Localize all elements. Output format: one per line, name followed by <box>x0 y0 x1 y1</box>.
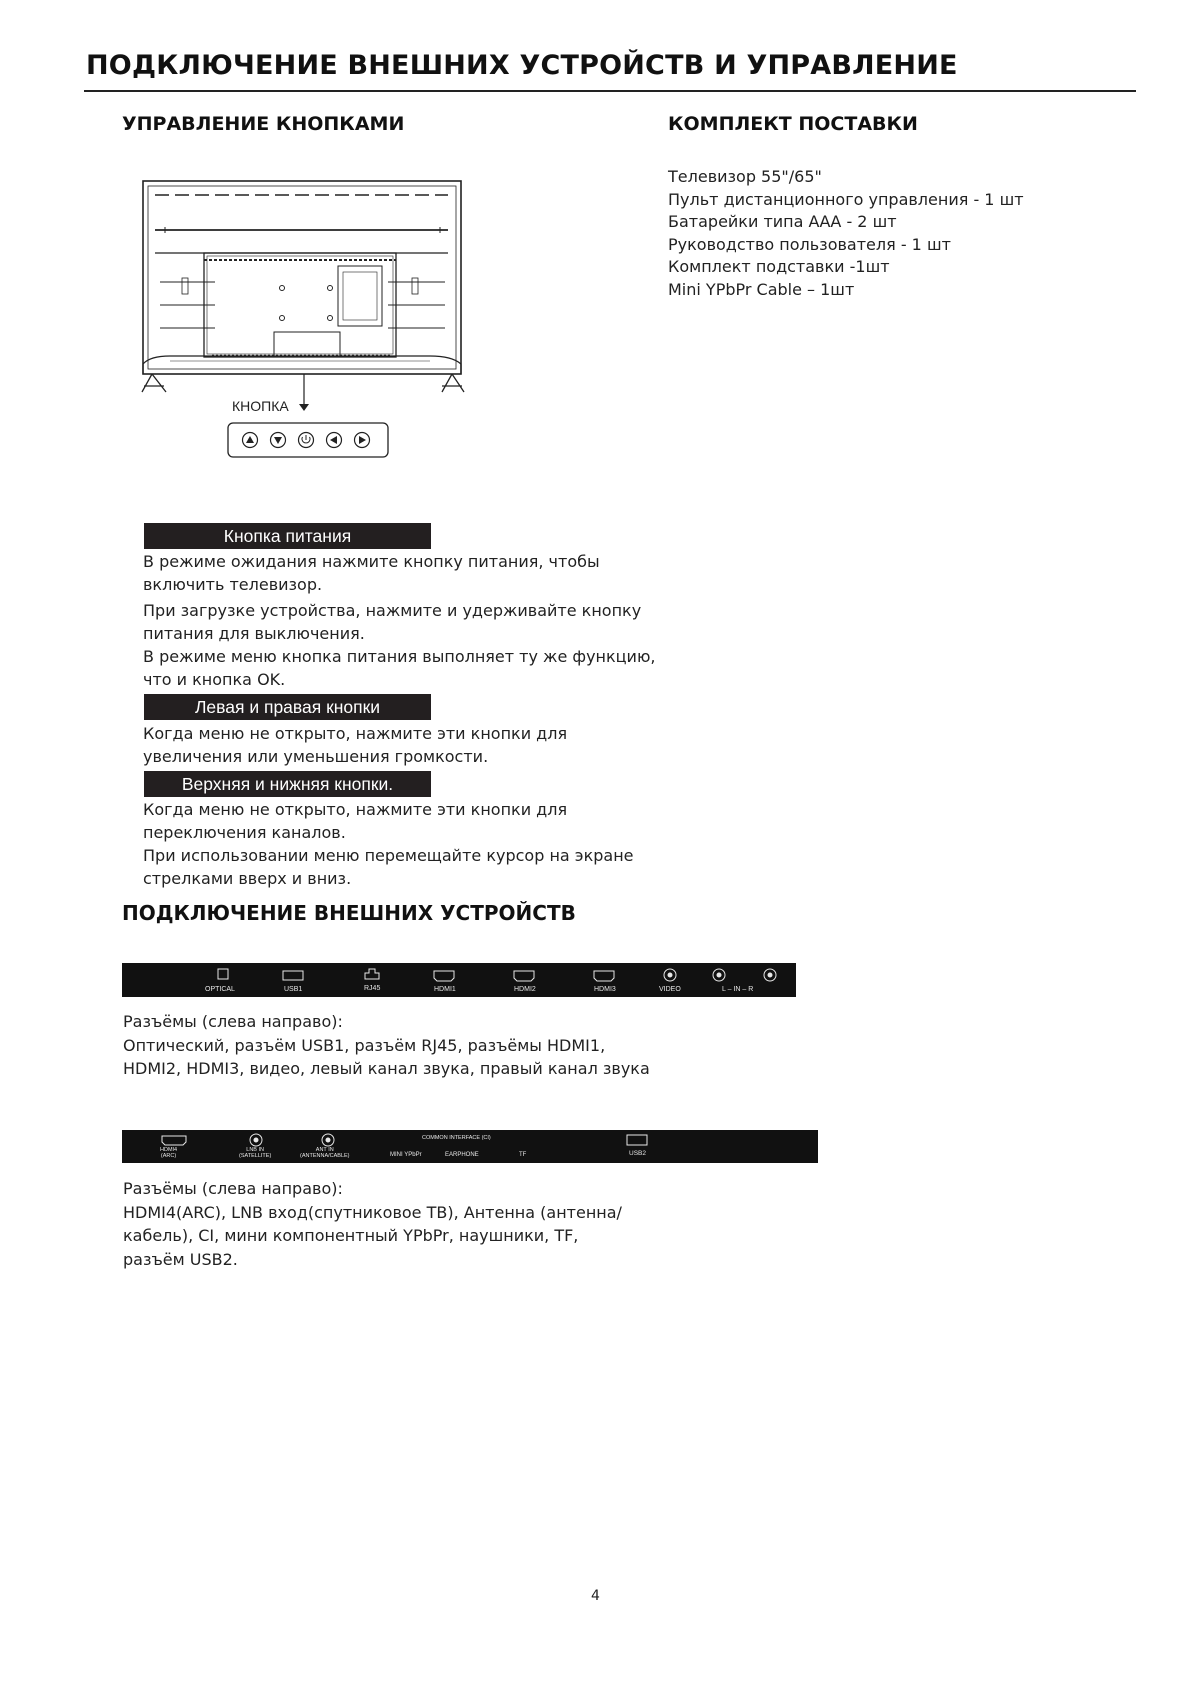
rj45-label: RJ45 <box>364 985 381 992</box>
right-arrow-icon <box>355 433 370 448</box>
text-line: Разъёмы (слева направо): <box>123 1179 343 1198</box>
text-line: Оптический, разъём USB1, разъём RJ45, разъёмы HDMI1, <box>123 1035 606 1055</box>
hdmi1-label: HDMI1 <box>434 986 456 993</box>
button-label: КНОПКА <box>232 398 289 414</box>
up-down-text <box>143 798 634 890</box>
down-arrow-icon <box>271 433 286 448</box>
panel2-text <box>123 1177 622 1271</box>
buttons-heading: УПРАВЛЕНИЕ КНОПКАМИ <box>122 113 405 135</box>
hdmi2-port-icon <box>514 971 534 981</box>
hdmi4-label: HDMI4 (ARC) <box>160 1147 178 1159</box>
hdmi1-port-icon <box>434 971 454 981</box>
kit-item: Пульт дистанционного управления - 1 шт <box>668 189 1024 209</box>
text-line: Когда меню не открыто, нажмите эти кнопки для <box>143 800 568 819</box>
text-line: HDMI2, HDMI3, видео, левый канал звука, правый канал звука <box>123 1059 650 1078</box>
rj45-port-icon <box>365 969 379 979</box>
connections-heading: ПОДКЛЮЧЕНИЕ ВНЕШНИХ УСТРОЙСТВ <box>122 901 576 925</box>
left-right-text <box>143 722 567 768</box>
text-line: В режиме ожидания нажмите кнопку питания, чтобы <box>143 552 600 571</box>
hdmi4-port-icon <box>162 1136 186 1145</box>
text-line: питания для выключения. <box>143 624 365 643</box>
tf-label: TF <box>519 1152 527 1158</box>
text-line: что и кнопка OK. <box>143 670 286 689</box>
text-line: стрелками вверх и вниз. <box>143 869 352 888</box>
kit-item: Комплект подставки -1шт <box>668 257 890 276</box>
power-title-bar: Кнопка питания <box>144 523 431 549</box>
text-line: HDMI4(ARC), LNB вход(спутниковое ТВ), Антенна (антенна/ <box>123 1202 622 1222</box>
kit-item: Руководство пользователя - 1 шт <box>668 234 951 254</box>
usb2-label: USB2 <box>629 1150 646 1157</box>
audio-label: L – IN – R <box>722 986 754 993</box>
optical-label: OPTICAL <box>205 986 235 993</box>
panel1-text <box>123 1010 650 1081</box>
text-line: разъём USB2. <box>123 1249 238 1269</box>
kit-item: Mini YPbPr Cable – 1шт <box>668 279 855 299</box>
text-line: Разъёмы (слева направо): <box>123 1012 343 1031</box>
text-line: Когда меню не открыто, нажмите эти кнопки для <box>143 724 568 743</box>
page-number: 4 <box>591 1588 600 1604</box>
title-rule <box>84 90 1136 92</box>
left-arrow-icon <box>327 433 342 448</box>
mini-ypbpr-label: MINI YPbPr <box>390 1152 422 1158</box>
kit-item: Телевизор 55"/65" <box>668 167 822 186</box>
up-down-title-bar: Верхняя и нижняя кнопки. <box>144 771 431 797</box>
left-right-title-bar: Левая и правая кнопки <box>144 694 431 720</box>
tv-back-diagram <box>130 178 470 468</box>
arrow-down-icon <box>299 404 309 411</box>
power-ok-icon <box>299 433 314 448</box>
up-arrow-icon <box>243 433 258 448</box>
kit-item: Батарейки типа ААА - 2 шт <box>668 212 897 231</box>
text-line: При загрузке устройства, нажмите и удерживайте кнопку <box>143 601 642 620</box>
ci-label: COMMON INTERFACE (CI) <box>422 1135 491 1141</box>
usb1-label: USB1 <box>284 986 303 993</box>
rear-panel-1 <box>122 963 796 997</box>
text-line: При использовании меню перемещайте курсор на экране <box>143 846 634 865</box>
text-line: переключения каналов. <box>143 823 346 842</box>
hdmi3-port-icon <box>594 971 614 981</box>
power-text <box>143 550 656 691</box>
lnb-label: LNB IN (SATELLITE) <box>239 1147 272 1159</box>
page-title: ПОДКЛЮЧЕНИЕ ВНЕШНИХ УСТРОЙСТВ И УПРАВЛЕНИЕ <box>86 50 958 81</box>
text-line: кабель), CI, мини компонентный YPbPr, наушники, TF, <box>123 1226 579 1245</box>
rear-panel-2 <box>122 1130 818 1163</box>
text-line: включить телевизор. <box>143 575 323 594</box>
text-line: В режиме меню кнопка питания выполняет ту же функцию, <box>143 647 656 666</box>
kit-list <box>668 166 1024 301</box>
hdmi2-label: HDMI2 <box>514 986 536 993</box>
kit-heading: КОМПЛЕКТ ПОСТАВКИ <box>668 113 918 135</box>
earphone-label: EARPHONE <box>445 1152 479 1158</box>
video-label: VIDEO <box>659 986 681 993</box>
text-line: увеличения или уменьшения громкости. <box>143 747 489 766</box>
hdmi3-label: HDMI3 <box>594 986 616 993</box>
ant-label: ANT IN (ANTENNA/CABLE) <box>300 1147 350 1159</box>
